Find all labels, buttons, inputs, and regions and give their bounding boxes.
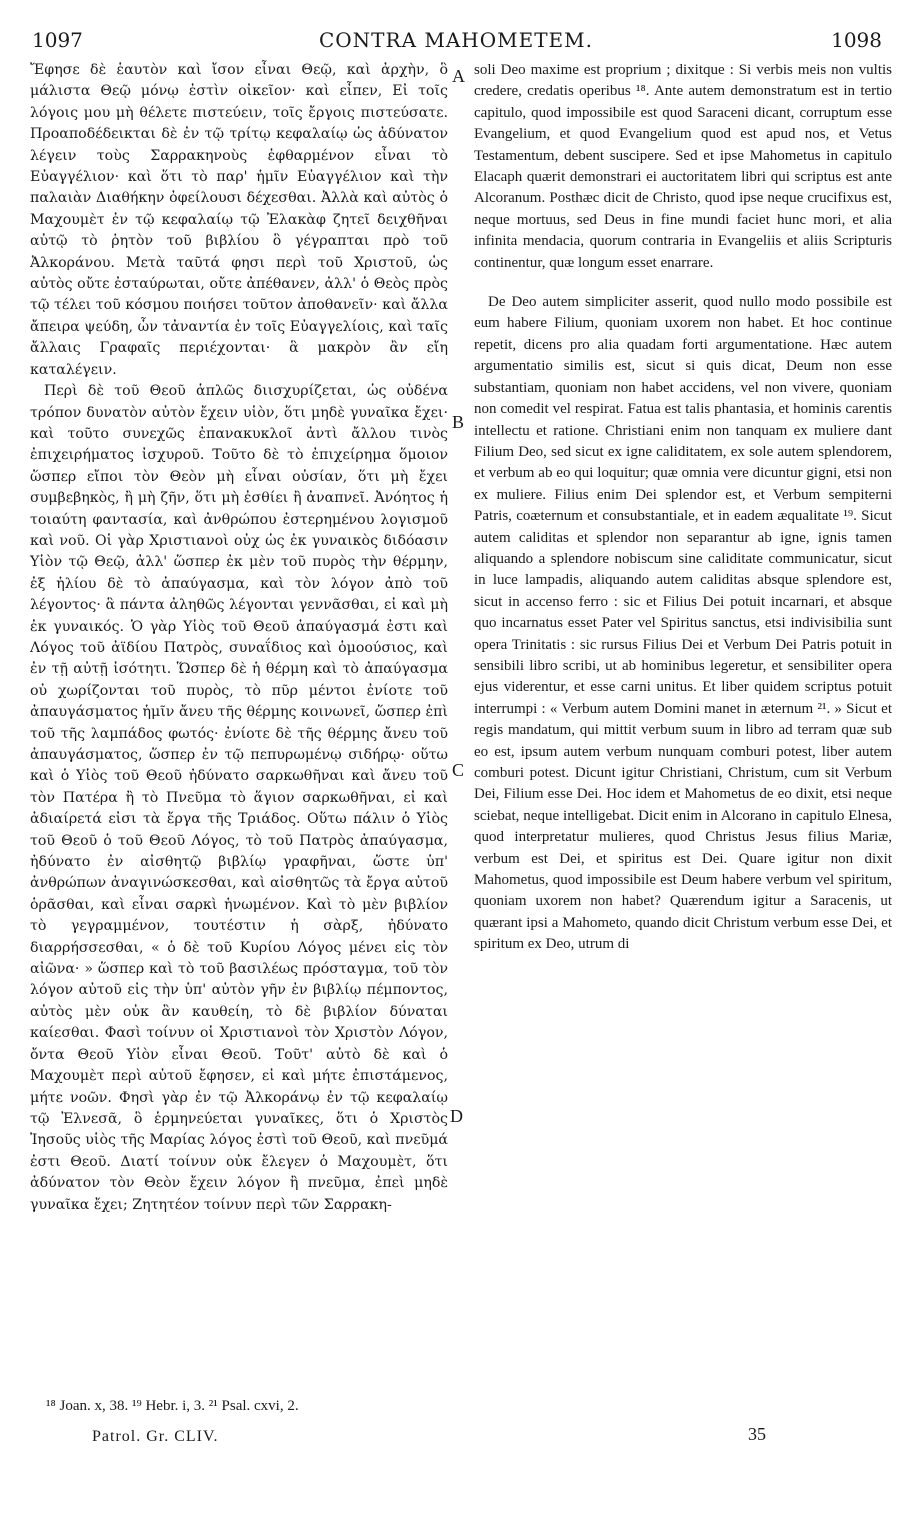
greek-column <box>30 60 448 1216</box>
greek-paragraph-1: Ἔφησε δὲ ἑαυτὸν καὶ ἴσον εἶναι Θεῷ, καὶ ἀρχὴν, ὃ μάλιστα Θεῷ μόνῳ ἐστὶν οἰκεῖον· καὶ εἶπεν, Εἰ τοῖς λόγοις μου μὴ θέλετε πιστεύειν, τοῖς ἔργοις πιστεύσατε. Προαποδέδεικται δὲ ἐν τῷ τρίτῳ κεφαλαίῳ ὡς ἀδύνατον λέγειν τοὺς Σαρρακηνοὺς ἐφθαρμένον εἶναι τὸ Εὐαγγέλιον· καὶ ὅτι τὸ παρ' ἡμῖν Εὐαγγέλιον καὶ τὴν παλαιὰν Διαθήκην ὀφείλουσι δέχεσθαι. Ἀλλὰ καὶ αὐτὸς ὁ Μαχουμὲτ ἐν τῷ κεφαλαίῳ τῷ Ἐλακὰφ ζητεῖ δειχθῆναι αὐτῷ τὸ ῥητὸν τοῦ βιβλίου ὃ γέγραπται πρὸ τοῦ Ἀλκοράνου. Μετὰ ταῦτά φησι περὶ τοῦ Χριστοῦ, ὡς αὐτὸς οὔτε ἐσταύρωται, οὔτε ἀπέθανεν, ἀλλ' ὁ Θεὸς πρὸς τῷ τέλει τοῦ κόσμου ποιήσει τοῦτον ἀποθανεῖν· καὶ ἄλλα ἄπειρα ψεύδη, ὧν τἀναντία ἐν τοῖς Εὐαγγελίοις, καὶ ταῖς ἄλλαις Γραφαῖς περιέχονται· ἃ μακρὸν ἂν εἴη καταλέγειν. <box>30 62 448 378</box>
paragraph-gap <box>474 274 892 292</box>
running-title: CONTRA MAHOMETEM. <box>318 28 593 52</box>
margin-marker-a: A <box>452 66 465 86</box>
margin-marker-d: D <box>450 1106 463 1126</box>
greek-paragraph-2: Περὶ δὲ τοῦ Θεοῦ ἁπλῶς διισχυρίζεται, ὡς οὐδένα τρόπον δυνατὸν αὐτὸν ἔχειν υἱὸν, ὅτι μηδὲ γυναῖκα ἔχει· καὶ τοῦτο συνεχῶς ἐπανακυκλοῖ ἀντὶ ἄλλου τινὸς ἐπιχειρήματος ἰσχυροῦ. Τοῦτο δὲ τὸ ἐπιχείρημα ὅμοιον ὥσπερ εἴποι τὸν Θεὸν μὴ εἶναι οὐσίαν, ὅτι μὴ ἔχει συμβεβηκὸς, ἢ μὴ ζῆν, ὅτι μὴ ἐσθίει ἢ ἀναπνεῖ. Ἀνόητος ἡ τοιαύτη φαντασία, καὶ ἀνθρώπου ἐστερημένου λογισμοῦ καὶ νοῦ. Οἱ γὰρ Χριστιανοὶ οὐχ ὡς ἐκ γυναικὸς διδόασιν Υἱὸν τῷ Θεῷ, ἀλλ' ὥσπερ ἐκ μὲν τοῦ πυρὸς τὴν θέρμην, ἐξ ἡλίου δὲ τὸ ἀπαύγασμα, καὶ τὸν λόγον ἀπὸ τοῦ λέγοντος· ἃ πάντα ἀληθῶς λέγονται γεννᾶσθαι, εἰ καὶ μὴ ἐκ γυναικός. Ὁ γὰρ Υἱὸς τοῦ Θεοῦ ἀπαύγασμά ἐστι καὶ Λόγος τοῦ ἀϊδίου Πατρὸς, συναΐδιος καὶ ὁμοούσιος, καὶ ἐν τῇ αὐτῇ ἰσότητι. Ὥσπερ δὲ ἡ θέρμη καὶ τὸ ἀπαύγασμα οὐ χωρίζονται τοῦ πυρὸς, τὸ πῦρ μέντοι ἐνίοτε τοῦ ἀπαυγάσματος ἡμῖν ἄνευ τῆς θέρμης κοινωνεῖ, ὥσπερ ἐπὶ τοῦ τῆς λαμπάδος φωτός· ἐνίοτε δὲ τῆς θέρμης ἄνευ τοῦ ἀπαυγάσματος, ὥσπερ ἐν τῷ πεπυρωμένῳ σιδήρῳ· οὕτω καὶ ὁ Υἱὸς τοῦ Θεοῦ ἠδύνατο σαρκωθῆναι καὶ ἄνευ τοῦ τὸν Πατέρα ἢ τὸ Πνεῦμα τὸ ἅγιον σαρκωθῆναι, εἰ καὶ ἀδιαίρετά εἰσι τὰ ἔργα τῆς Τριάδος. Οὕτω πάλιν ὁ Υἱὸς τοῦ Θεοῦ ὁ τοῦ Θεοῦ Λόγος, τὸ τοῦ Πατρὸς ἀπαύγασμα, ἠδύνατο ἐν αἰσθητῷ βιβλίῳ γραφῆναι, ὥστε ὑπ' ἀνθρώπων ἀναγινώσκεσθαι, καὶ αἰσθητῶς τὰ ἔργα αὐτοῦ ὁρᾶσθαι, καὶ εἶναι σαρκὶ ἡνωμένον. Καὶ τὸ μὲν βιβλίον τὸ γεγραμμένον, τουτέστιν ἡ σὰρξ, ἠδύνατο διαρρήσσεσθαι, « ὁ δὲ τοῦ Κυρίου Λόγος μένει εἰς τὸν αἰῶνα· » ὥσπερ καὶ τὸ τοῦ βασιλέως πρόσταγμα, τοῦ τὸν λόγον αὐτοῦ εἰς τὴν ὑπ' αὐτὸν γῆν ἐν βιβλίῳ πέμποντος, αὐτὸς μὲν οὐκ ἂν καυθείη, τὸ δὲ βιβλίον δύναται καίεσθαι. Φασὶ τοίνυν οἱ Χριστιανοὶ τὸν Χριστὸν Λόγον, ὄντα Θεοῦ Υἱὸν εἶναι Θεοῦ. Τοῦτ' αὐτὸ δὲ καὶ ὁ Μαχουμὲτ περὶ αὐτοῦ ἔφησεν, εἰ καὶ μήτε ἐπιστάμενος, μήτε νοῶν. Φησὶ γὰρ ἐν τῷ Ἀλκοράνῳ ἐν τῷ κεφαλαίῳ τῷ Ἐλνεσᾶ, ὃ ἑρμηνεύεται γυναῖκες, ὅτι ὁ Χριστὸς Ἰησοῦς υἱὸς τῆς Μαρίας λόγος ἐστὶ τοῦ Θεοῦ, καὶ πνεῦμά ἐστι Θεοῦ. Διατί τοίνυν οὐκ ἔλεγεν ὁ Μαχουμὲτ, ὅτι ἀδύνατον τὸν Θεὸν ἔχειν λόγον ἢ πνεῦμα, ἐπεὶ μηδὲ γυναῖκα ἔχει; Ζητητέον τοίνυν περὶ τῶν Σαρρακη- <box>30 383 448 1213</box>
margin-marker-b: B <box>452 412 465 432</box>
latin-column <box>474 60 892 956</box>
footnotes: ¹⁸ Joan. x, 38. ¹⁹ Hebr. i, 3. ²¹ Psal. cxvi, 2. <box>46 1398 299 1414</box>
footer-source: Patrol. Gr. CLIV. <box>92 1428 219 1445</box>
latin-paragraph-2: De Deo autem simpliciter asserit, quod nullo modo possibile est eum habere Filium, quoniam uxorem non habet. Et hoc continue repetit, dicens pro alia quadam forti argumentatione. Hæc autem argumentatio similis est, sicut si quis dicat, Deum non esse substantiam, quoniam non habet accidens, vel non vivere, quoniam non comedit vel respirat. Fatua est talis phantasia, et hominis carentis intellectu et ratione. Christiani enim non tanquam ex muliere dant Filium Deo, sed sicut ex igne caliditatem, ex sole autem splendorem, et verbum ab eo qui loquitur; quæ omnia vere dicuntur gigni, etsi non ex muliere. Filius enim Dei splendor est, et Verbum sempiterni Patris, coæternum et consubstantiale, et in eadem æqualitate ¹⁹. Sicut autem caliditas et splendor non separantur ab igne, ignis tamen aliquando a splendore nobiscum sine caliditate communicatur, sicut in luce lampadis, aliquando autem caliditas absque splendore est, sicut in accenso ferro : sic et Filius Dei potuit incarnari, et absque quo incarnatus esset Pater vel Spiritus sanctus, etsi indivisibilia sunt opera Trinitatis : sic rursus Filius Dei et Verbum Dei Patris potuit in sensibili libro scribi, ut ab hominibus legeretur, et sensibiliter opera ejus viderentur, et esse carni unitus. Et liber quidem scriptus potuit interrumpi : « Verbum autem Domini manet in æternum ²¹. » Sicut et regis mandatum, qui mittit verbum suum in libro ad terram quæ sub eo est, ipsum autem verbum nunquam comburi potest, liber autem comburi potest. Dicunt igitur Christiani, Christum, cum sit Verbum Dei, Filium esse Dei. Hoc idem et Mahometus de eo dixit, etsi neque sciebat, neque intelligebat. Dicit enim in Alcorano in capitulo Elnesa, quod interpretatur mulieres, quod Christus Jesus filius Mariæ, verbum est Dei, et spiritus est Dei. Quare igitur non dixit Mahometus, quod impossibile est Deum habere verbum vel spiritum, quoniam uxorem non habet? Quærendum igitur a Saracenis, ut quærant ipsi a Mahometo, quando dicit Christum verbum esse Dei, et spiritum ex Deo, utrum di <box>474 294 892 953</box>
footer-signature: 35 <box>748 1424 766 1444</box>
margin-marker-c: C <box>452 760 465 780</box>
page-number-right: 1098 <box>831 28 882 52</box>
page-number-left: 1097 <box>32 28 83 52</box>
running-header <box>26 8 886 52</box>
latin-paragraph-1: soli Deo maxime est proprium ; dixitque : Si verbis meis non vultis credere, credatis operibus ¹⁸. Ante autem demonstratum est in tertio capitulo, quod impossibile est quod Saraceni dicant, corruptum esse Evangelium, et quod Evangelium quod est apud nos, et Vetus Testamentum, debent suscipere. Sed et ipse Mahometus in capitulo Elacaph quærit demonstrari ei auctoritatem libri qui scriptus est ante Alcoranum. Posthæc dicit de Christo, quod ipse neque crucifixus est, neque mortuus, sed Deus in fine mundi faciet hunc mori, et alia infinita mendacia, quorum contraria in Evangeliis et aliis Scripturis continentur, quæ longum esset enarrare. <box>474 62 892 271</box>
